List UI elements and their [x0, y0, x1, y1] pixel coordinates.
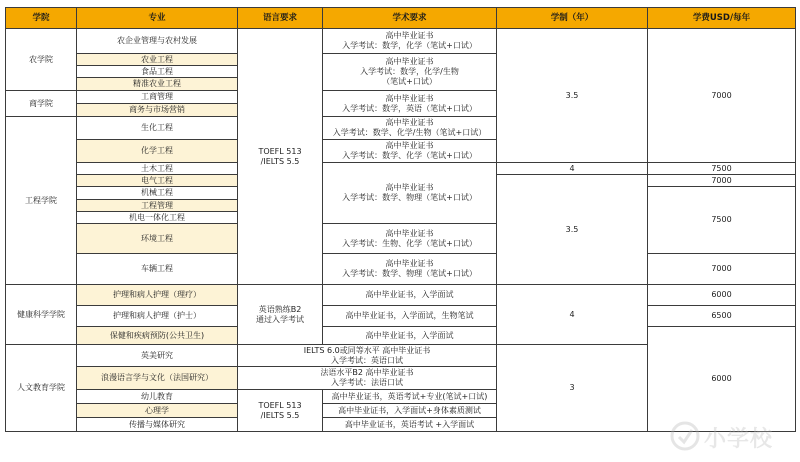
major-cell: 护理和病人护理（理疗） — [77, 285, 238, 306]
fee-cell: 6500 — [648, 306, 796, 327]
duration-cell: 3.5 — [497, 175, 648, 285]
major-cell: 化学工程 — [77, 140, 238, 163]
duration-cell: 3 — [497, 345, 648, 432]
major-cell: 工程管理 — [77, 200, 238, 212]
header-language: 语言要求 — [238, 8, 323, 29]
language-cell: TOEFL 513 /IELTS 5.5 — [238, 390, 323, 432]
major-cell: 食品工程 — [77, 66, 238, 78]
academic-cell: 高中毕业证书 入学考试：生物、化学（笔试+口试） — [323, 224, 497, 254]
major-cell: 工商管理 — [77, 91, 238, 104]
major-cell: 心理学 — [77, 404, 238, 418]
fee-cell: 7500 — [648, 163, 796, 175]
academic-cell: 高中毕业证书，英语考试 +入学面试 — [323, 418, 497, 432]
watermark-text: 小学校 — [704, 427, 774, 452]
header-fee: 学费USD/每年 — [648, 8, 796, 29]
college-cell: 工程学院 — [6, 117, 77, 285]
header-college: 学院 — [6, 8, 77, 29]
academic-cell: 法语水平B2 高中毕业证书 入学考试：法语口试 — [238, 367, 497, 390]
academic-cell: 高中毕业证书，入学面试，生物笔试 — [323, 306, 497, 327]
major-cell: 生化工程 — [77, 117, 238, 140]
major-cell: 幼儿教育 — [77, 390, 238, 404]
fee-cell: 7000 — [648, 29, 796, 163]
major-cell: 土木工程 — [77, 163, 238, 175]
major-cell: 机械工程 — [77, 187, 238, 200]
college-cell: 农学院 — [6, 29, 77, 91]
academic-cell: 高中毕业证书 入学考试：数学，化学（笔试+口试） — [323, 29, 497, 54]
fee-cell: 6000 — [648, 327, 796, 432]
duration-cell: 3.5 — [497, 29, 648, 163]
academic-cell: 高中毕业证书 入学考试：数学、物理（笔试+口试） — [323, 254, 497, 285]
header-major: 专业 — [77, 8, 238, 29]
academic-cell: 高中毕业证书，入学面试 — [323, 285, 497, 306]
major-cell: 车辆工程 — [77, 254, 238, 285]
major-cell: 精准农业工程 — [77, 78, 238, 91]
header-duration: 学制（年） — [497, 8, 648, 29]
college-cell: 人文教育学院 — [6, 345, 77, 432]
major-cell: 农企业管理与农村发展 — [77, 29, 238, 54]
header-academic: 学术要求 — [323, 8, 497, 29]
major-cell: 英美研究 — [77, 345, 238, 367]
academic-cell: 高中毕业证书，入学面试 — [323, 327, 497, 345]
watermark-icon — [670, 420, 700, 452]
duration-cell: 4 — [497, 163, 648, 175]
duration-cell: 4 — [497, 285, 648, 345]
academic-cell: 高中毕业证书 入学考试：数学、化学/生物（笔试+口试） — [323, 117, 497, 140]
major-cell: 环境工程 — [77, 224, 238, 254]
fee-cell: 6000 — [648, 285, 796, 306]
academic-cell: IELTS 6.0或同等水平 高中毕业证书 入学考试：英语口试 — [238, 345, 497, 367]
college-cell: 商学院 — [6, 91, 77, 117]
language-cell: 英语熟练B2 通过入学考试 — [238, 285, 323, 345]
watermark-logo — [670, 416, 782, 456]
fee-cell: 7000 — [648, 254, 796, 285]
fee-cell: 7000 — [648, 175, 796, 187]
major-cell: 保健和疾病预防(公共卫生) — [77, 327, 238, 345]
academic-cell: 高中毕业证书，入学面试+身体素质测试 — [323, 404, 497, 418]
major-cell: 农业工程 — [77, 54, 238, 66]
major-cell: 传播与媒体研究 — [77, 418, 238, 432]
academic-cell: 高中毕业证书 入学考试：数学、化学（笔试+口试） — [323, 140, 497, 163]
major-cell: 电气工程 — [77, 175, 238, 187]
major-cell: 商务与市场营销 — [77, 104, 238, 117]
college-cell: 健康科学学院 — [6, 285, 77, 345]
program-table — [5, 7, 796, 432]
major-cell: 护理和病人护理（护士） — [77, 306, 238, 327]
academic-cell: 高中毕业证书 入学考试：数学，英语（笔试+口试） — [323, 91, 497, 117]
language-cell: TOEFL 513 /IELTS 5.5 — [238, 29, 323, 285]
major-cell: 浪漫语言学与文化（法国研究） — [77, 367, 238, 390]
academic-cell: 高中毕业证书，英语考试+专业(笔试+口试) — [323, 390, 497, 404]
major-cell: 机电一体化工程 — [77, 212, 238, 224]
academic-cell: 高中毕业证书 入学考试：数学、物理（笔试+口试） — [323, 163, 497, 224]
academic-cell: 高中毕业证书 入学考试：数学，化学/生物 （笔试+口试） — [323, 54, 497, 91]
fee-cell: 7500 — [648, 187, 796, 254]
